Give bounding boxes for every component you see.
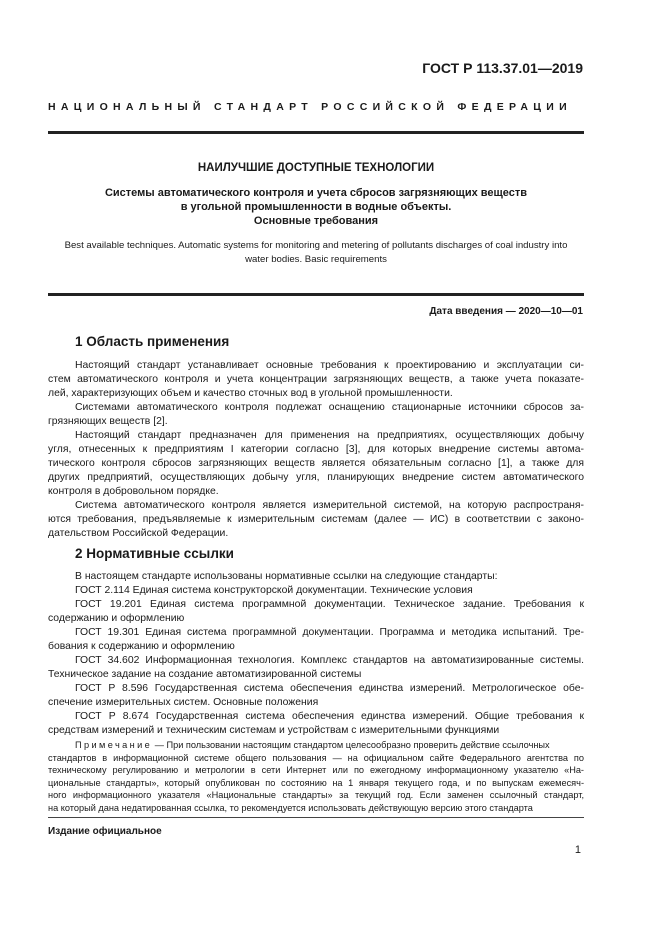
text-line: Система автоматического контроля является измерительной системой, на которую распространя- <box>75 500 584 511</box>
note-line: стандартов в информационной системе общего пользования — на официальном сайте Федерального агентства по <box>48 752 584 763</box>
note-line: циональные стандарты», который опубликован по состоянию на 1 января текущего года, и по выпускам ежемесяч- <box>48 777 584 788</box>
english-title-line: water bodies. Basic requirements <box>245 254 387 265</box>
text-line: дательством Российской Федерации. <box>48 528 229 539</box>
page-number: 1 <box>574 844 581 856</box>
text-line: спечение измерительных систем. Основные положения <box>48 697 319 708</box>
gost-number: ГОСТ Р 113.37.01—2019 <box>422 60 583 76</box>
section-2-body <box>48 570 584 738</box>
document-title: НАИЛУЧШИЕ ДОСТУПНЫЕ ТЕХНОЛОГИИ <box>197 162 435 174</box>
title-divider <box>48 293 584 296</box>
reference-item: ГОСТ Р 8.596 Государственная система обеспечения единства измерений. Метрологическое обе- <box>75 683 584 694</box>
reference-item: ГОСТ 34.602 Информационная технология. Комплекс стандартов на автоматизированные системы. <box>75 655 584 666</box>
note-label: Примечание <box>75 740 153 750</box>
english-title-line: Best available techniques. Automatic systems for monitoring and metering of pollutants discharges of coal industry into <box>64 240 568 251</box>
text-line: содержанию и оформлению <box>48 613 185 624</box>
text-line: тического контроля сбросов загрязняющих веществ является обязательным согласно [1], а также для <box>48 458 584 469</box>
subtitle-line: Системы автоматического контроля и учета сбросов загрязняющих веществ <box>104 187 528 199</box>
text-line: В настоящем стандарте использованы нормативные ссылки на следующие стандарты: <box>75 571 498 582</box>
text-line: ются требования, предъявляемые к измерительным системам (далее — ИС) в соответствии с законо- <box>48 514 584 525</box>
subtitle-line: в угольной промышленности в водные объекты. <box>180 201 452 213</box>
reference-item: ГОСТ 2.114 Единая система конструкторской документации. Технические условия <box>75 585 473 596</box>
subtitle-line: Основные требования <box>253 215 379 227</box>
text-line: стем автоматического контроля и учета концентрации загрязняющих веществ, а также учета показате- <box>48 374 584 385</box>
reference-item: ГОСТ Р 8.674 Государственная система обеспечения единства измерений. Общие требования к <box>75 711 584 722</box>
note-line: техническому регулированию и метрологии в сети Интернет или по ежегодному информационному указателю «На- <box>48 765 584 775</box>
national-standard-heading: НАЦИОНАЛЬНЫЙ СТАНДАРТ РОССИЙСКОЙ ФЕДЕРАЦИИ <box>48 101 572 113</box>
reference-item: ГОСТ 19.201 Единая система программной документации. Техническое задание. Требования к <box>75 599 584 610</box>
section-1-heading: 1 Область применения <box>75 334 230 349</box>
text-line: угля, отнесенных к предприятиям I категории согласно [3], для которых внедрение системы автома- <box>48 444 584 455</box>
text-line: Системами автоматического контроля подлежат оснащению стационарные источники сбросов за- <box>75 402 584 413</box>
note-text: — При пользовании настоящим стандартом целесообразно проверить действие ссылочных <box>154 740 550 750</box>
section-2-heading: 2 Нормативные ссылки <box>75 546 234 561</box>
text-line: бования к содержанию и оформлению <box>48 641 235 652</box>
top-divider <box>48 131 584 134</box>
section-1-body <box>48 359 584 541</box>
footer-divider <box>48 817 584 818</box>
text-line: грязняющих веществ [2]. <box>48 416 168 427</box>
text-line: Техническое задание на создание автоматизированной системы <box>48 669 362 680</box>
document-subtitle <box>48 186 584 228</box>
effective-date: Дата введения — 2020—10—01 <box>429 306 583 317</box>
text-line: других предприятий, осуществляющих добычу угля, планирующих внедрение систем автоматического <box>48 472 584 483</box>
text-line: контроля в добровольном порядке. <box>48 486 219 497</box>
text-line: средствам измерений и техническим системам и устройствам с измерительными функциями <box>48 725 500 736</box>
official-edition: Издание официальное <box>48 826 162 837</box>
text-line: Настоящий стандарт устанавливает основные требования к проектированию и эксплуатации си- <box>75 360 584 371</box>
note-line: ного информационного указателя «Национальные стандарты» за текущий год. Если заменен ссылочный стандарт, <box>48 790 584 800</box>
reference-item: ГОСТ 19.301 Единая система программной документации. Программа и методика испытаний. Тре- <box>75 627 584 638</box>
text-line: лей, характеризующих объем и качество сточных вод в угольной промышленности. <box>48 388 453 399</box>
note-line: на который дана недатированная ссылка, то рекомендуется использовать действующую версию этого стандарта <box>48 802 533 813</box>
note-line <box>48 739 584 752</box>
text-line: Настоящий стандарт предназначен для применения на предприятиях, осуществляющих добычу <box>75 430 584 441</box>
english-title <box>48 239 584 267</box>
note-block <box>48 739 584 814</box>
